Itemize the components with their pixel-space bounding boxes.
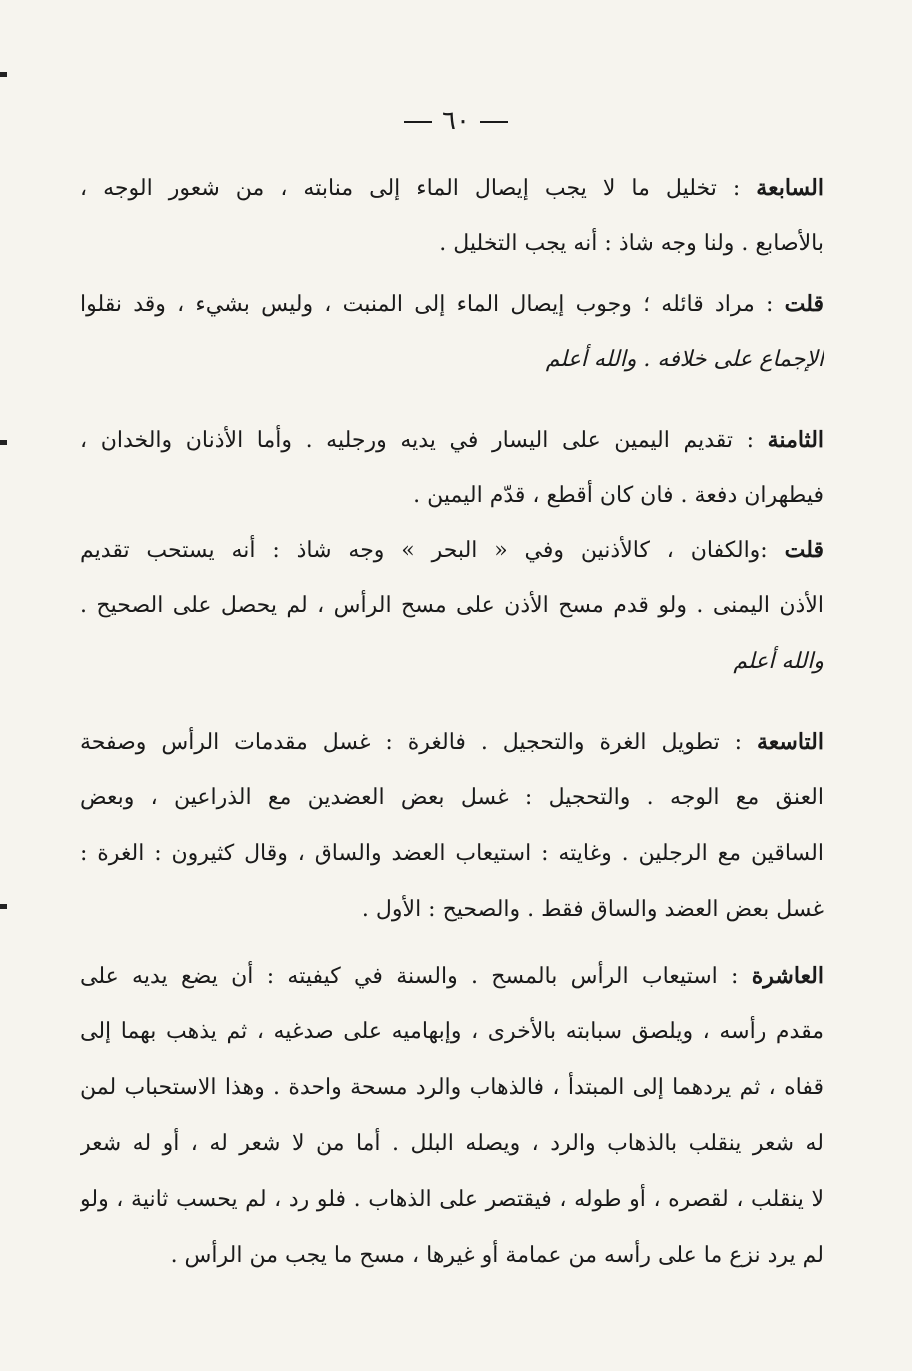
section-seventh-note: قلت : مراد قائله ؛ وجوب إيصال الماء إلى المنبت ، وليس بشيء ، وقد نقلوا الإجماع على خلافه . والله أعلم (80, 291, 824, 372)
section-lead: السابعة (756, 175, 824, 201)
section-lead: الثامنة (767, 427, 824, 453)
section-lead: قلت (784, 537, 824, 563)
section-eighth-note: قلت :والكفان ، كالأذنين وفي « البحر » وجه شاذ : أنه يستحب تقديم الأذن اليمنى . ولو قدم مسح الأذن على مسح الرأس ، لم يحصل على الصحيح . والله أعلم (80, 537, 824, 674)
page-number: ٦٠ (0, 106, 912, 136)
section-seventh: السابعة : تخليل ما لا يجب إيصال الماء إلى منابته ، من شعور الوجه ، بالأصابع . ولنا وجه شاذ : أنه يجب التخليل . (80, 175, 824, 256)
section-lead: التاسعة (757, 729, 824, 755)
section-lead: قلت (784, 291, 824, 317)
section-eighth: الثامنة : تقديم اليمين على اليسار في يديه ورجليه . وأما الأذنان والخدان ، فيطهران دفعة . فان كان أقطع ، قدّم اليمين . (80, 427, 824, 508)
section-ninth: التاسعة : تطويل الغرة والتحجيل . فالغرة : غسل مقدمات الرأس وصفحة العنق مع الوجه . والتحجيل : غسل بعض العضدين مع الذراعين ، وبعض الساقين مع الرجلين . وغايته : استيعاب العضد والساق ، وقال كثيرون : الغرة : غسل بعض العضد والساق فقط . والصحيح : الأول . (80, 729, 824, 922)
margin-mark (0, 440, 7, 445)
section-lead: العاشرة (751, 963, 824, 989)
margin-mark (0, 72, 7, 77)
margin-mark (0, 904, 7, 909)
section-tenth: العاشرة : استيعاب الرأس بالمسح . والسنة في كيفيته : أن يضع يديه على مقدم رأسه ، ويلصق سبابته بالأخرى ، وإبهاميه على صدغيه ، ثم يذهب بهما إلى قفاه ، ثم يردهما إلى المبتدأ ، فالذهاب والرد مسحة واحدة . وهذا الاستحباب لمن له شعر ينقلب بالذهاب والرد ، ويصله البلل . أما من لا شعر له ، أو له شعر لا ينقلب ، لقصره ، أو طوله ، فيقتصر على الذهاب . فلو رد ، لم يحسب ثانية ، ولو لم يرد نزع ما على رأسه من عمامة أو غيرها ، مسح ما يجب من الرأس . (80, 963, 824, 1268)
